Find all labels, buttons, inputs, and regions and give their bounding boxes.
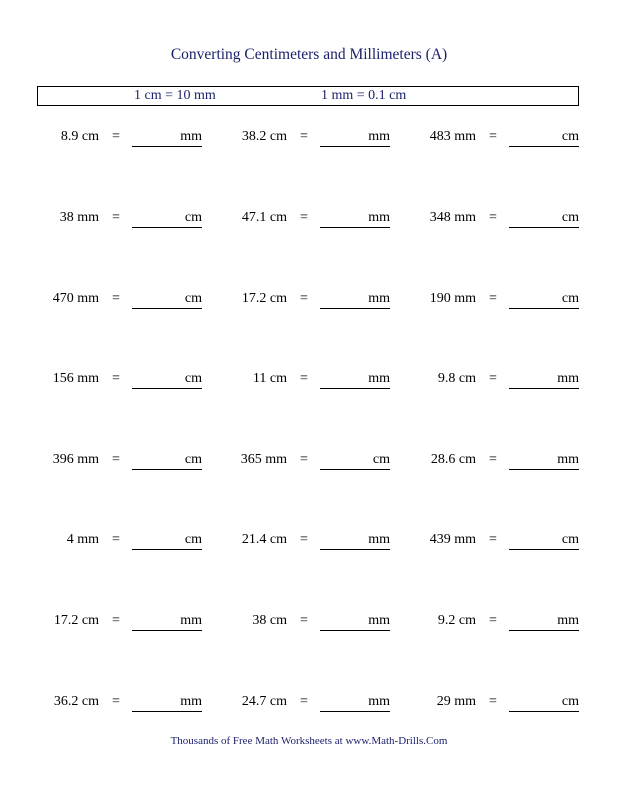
- given-measurement: 396 mm: [52, 452, 99, 467]
- target-unit: mm: [557, 452, 579, 467]
- problem-row: [0, 611, 618, 633]
- conversion-problem: [37, 208, 227, 230]
- conversion-problem: [37, 692, 227, 714]
- given-measurement: 24.7 cm: [241, 694, 287, 709]
- target-unit: cm: [561, 291, 579, 306]
- reference-cm-to-mm: 1 cm = 10 mm: [134, 88, 216, 103]
- conversion-problem: [414, 450, 604, 472]
- given-measurement: 21.4 cm: [241, 532, 287, 547]
- target-unit: cm: [561, 210, 579, 225]
- conversion-problem: [414, 127, 604, 149]
- answer-blank[interactable]: [132, 127, 202, 147]
- equals-sign: =: [112, 129, 120, 144]
- target-unit: mm: [368, 371, 390, 386]
- given-measurement: 156 mm: [52, 371, 99, 386]
- reference-mm-to-cm: 1 mm = 0.1 cm: [321, 88, 407, 103]
- equals-sign: =: [489, 210, 497, 225]
- given-measurement: 17.2 cm: [241, 291, 287, 306]
- worksheet-title: Converting Centimeters and Millimeters (A): [170, 46, 448, 63]
- problem-row: [0, 208, 618, 230]
- given-measurement: 17.2 cm: [53, 613, 99, 628]
- conversion-problem: [37, 369, 227, 391]
- given-measurement: 47.1 cm: [241, 210, 287, 225]
- problem-row: [0, 692, 618, 714]
- target-unit: cm: [184, 371, 202, 386]
- answer-blank[interactable]: [132, 450, 202, 470]
- given-measurement: 9.2 cm: [437, 613, 476, 628]
- answer-blank[interactable]: [320, 692, 390, 712]
- answer-blank[interactable]: [320, 450, 390, 470]
- given-measurement: 11 cm: [252, 371, 287, 386]
- equals-sign: =: [112, 371, 120, 386]
- conversion-problem: [414, 611, 604, 633]
- target-unit: cm: [184, 210, 202, 225]
- answer-blank[interactable]: [132, 530, 202, 550]
- answer-blank[interactable]: [509, 611, 579, 631]
- conversion-problem: [225, 530, 415, 552]
- equals-sign: =: [489, 694, 497, 709]
- target-unit: mm: [368, 694, 390, 709]
- equals-sign: =: [112, 532, 120, 547]
- conversion-problem: [414, 530, 604, 552]
- equals-sign: =: [112, 694, 120, 709]
- equals-sign: =: [112, 210, 120, 225]
- equals-sign: =: [300, 291, 308, 306]
- given-measurement: 38.2 cm: [241, 129, 287, 144]
- answer-blank[interactable]: [509, 530, 579, 550]
- conversion-problem: [37, 611, 227, 633]
- conversion-problem: [225, 692, 415, 714]
- answer-blank[interactable]: [320, 530, 390, 550]
- answer-blank[interactable]: [509, 450, 579, 470]
- target-unit: mm: [368, 210, 390, 225]
- target-unit: mm: [180, 129, 202, 144]
- problem-row: [0, 127, 618, 149]
- equals-sign: =: [489, 371, 497, 386]
- equals-sign: =: [489, 452, 497, 467]
- equals-sign: =: [112, 613, 120, 628]
- answer-blank[interactable]: [132, 369, 202, 389]
- equals-sign: =: [300, 129, 308, 144]
- target-unit: cm: [561, 532, 579, 547]
- equals-sign: =: [300, 532, 308, 547]
- conversion-problem: [225, 208, 415, 230]
- equals-sign: =: [300, 613, 308, 628]
- given-measurement: 36.2 cm: [53, 694, 99, 709]
- equals-sign: =: [489, 532, 497, 547]
- answer-blank[interactable]: [132, 611, 202, 631]
- answer-blank[interactable]: [320, 369, 390, 389]
- problem-row: [0, 450, 618, 472]
- given-measurement: 365 mm: [240, 452, 287, 467]
- conversion-problem: [225, 611, 415, 633]
- conversion-problem: [37, 450, 227, 472]
- target-unit: cm: [184, 452, 202, 467]
- given-measurement: 9.8 cm: [437, 371, 476, 386]
- given-measurement: 8.9 cm: [60, 129, 99, 144]
- conversion-problem: [414, 692, 604, 714]
- answer-blank[interactable]: [320, 611, 390, 631]
- conversion-problem: [225, 127, 415, 149]
- given-measurement: 483 mm: [429, 129, 476, 144]
- target-unit: mm: [180, 613, 202, 628]
- answer-blank[interactable]: [320, 127, 390, 147]
- target-unit: cm: [561, 694, 579, 709]
- answer-blank[interactable]: [132, 208, 202, 228]
- problem-row: [0, 289, 618, 311]
- equals-sign: =: [300, 371, 308, 386]
- target-unit: cm: [561, 129, 579, 144]
- footer-credit: Thousands of Free Math Worksheets at www.Math-Drills.Com: [170, 735, 448, 747]
- answer-blank[interactable]: [509, 369, 579, 389]
- conversion-problem: [414, 208, 604, 230]
- answer-blank[interactable]: [132, 289, 202, 309]
- conversion-problem: [414, 289, 604, 311]
- given-measurement: 4 mm: [66, 532, 99, 547]
- equals-sign: =: [300, 210, 308, 225]
- conversion-problem: [225, 369, 415, 391]
- given-measurement: 348 mm: [429, 210, 476, 225]
- equals-sign: =: [300, 694, 308, 709]
- equals-sign: =: [489, 291, 497, 306]
- given-measurement: 28.6 cm: [430, 452, 476, 467]
- target-unit: cm: [184, 532, 202, 547]
- answer-blank[interactable]: [132, 692, 202, 712]
- target-unit: cm: [184, 291, 202, 306]
- equals-sign: =: [300, 452, 308, 467]
- target-unit: mm: [368, 291, 390, 306]
- given-measurement: 439 mm: [429, 532, 476, 547]
- equals-sign: =: [112, 452, 120, 467]
- answer-blank[interactable]: [320, 289, 390, 309]
- problem-row: [0, 369, 618, 391]
- answer-blank[interactable]: [320, 208, 390, 228]
- conversion-problem: [37, 127, 227, 149]
- given-measurement: 470 mm: [52, 291, 99, 306]
- given-measurement: 38 mm: [59, 210, 99, 225]
- target-unit: mm: [180, 694, 202, 709]
- given-measurement: 38 cm: [252, 613, 287, 628]
- problem-row: [0, 530, 618, 552]
- equals-sign: =: [489, 613, 497, 628]
- answer-blank[interactable]: [509, 692, 579, 712]
- target-unit: mm: [368, 532, 390, 547]
- equals-sign: =: [489, 129, 497, 144]
- conversion-problem: [37, 289, 227, 311]
- conversion-problem: [225, 450, 415, 472]
- target-unit: mm: [557, 371, 579, 386]
- target-unit: mm: [368, 129, 390, 144]
- conversion-problem: [414, 369, 604, 391]
- target-unit: cm: [372, 452, 390, 467]
- conversion-problem: [225, 289, 415, 311]
- given-measurement: 29 mm: [436, 694, 476, 709]
- conversion-problem: [37, 530, 227, 552]
- target-unit: mm: [368, 613, 390, 628]
- equals-sign: =: [112, 291, 120, 306]
- given-measurement: 190 mm: [429, 291, 476, 306]
- target-unit: mm: [557, 613, 579, 628]
- answer-blank[interactable]: [509, 289, 579, 309]
- answer-blank[interactable]: [509, 208, 579, 228]
- answer-blank[interactable]: [509, 127, 579, 147]
